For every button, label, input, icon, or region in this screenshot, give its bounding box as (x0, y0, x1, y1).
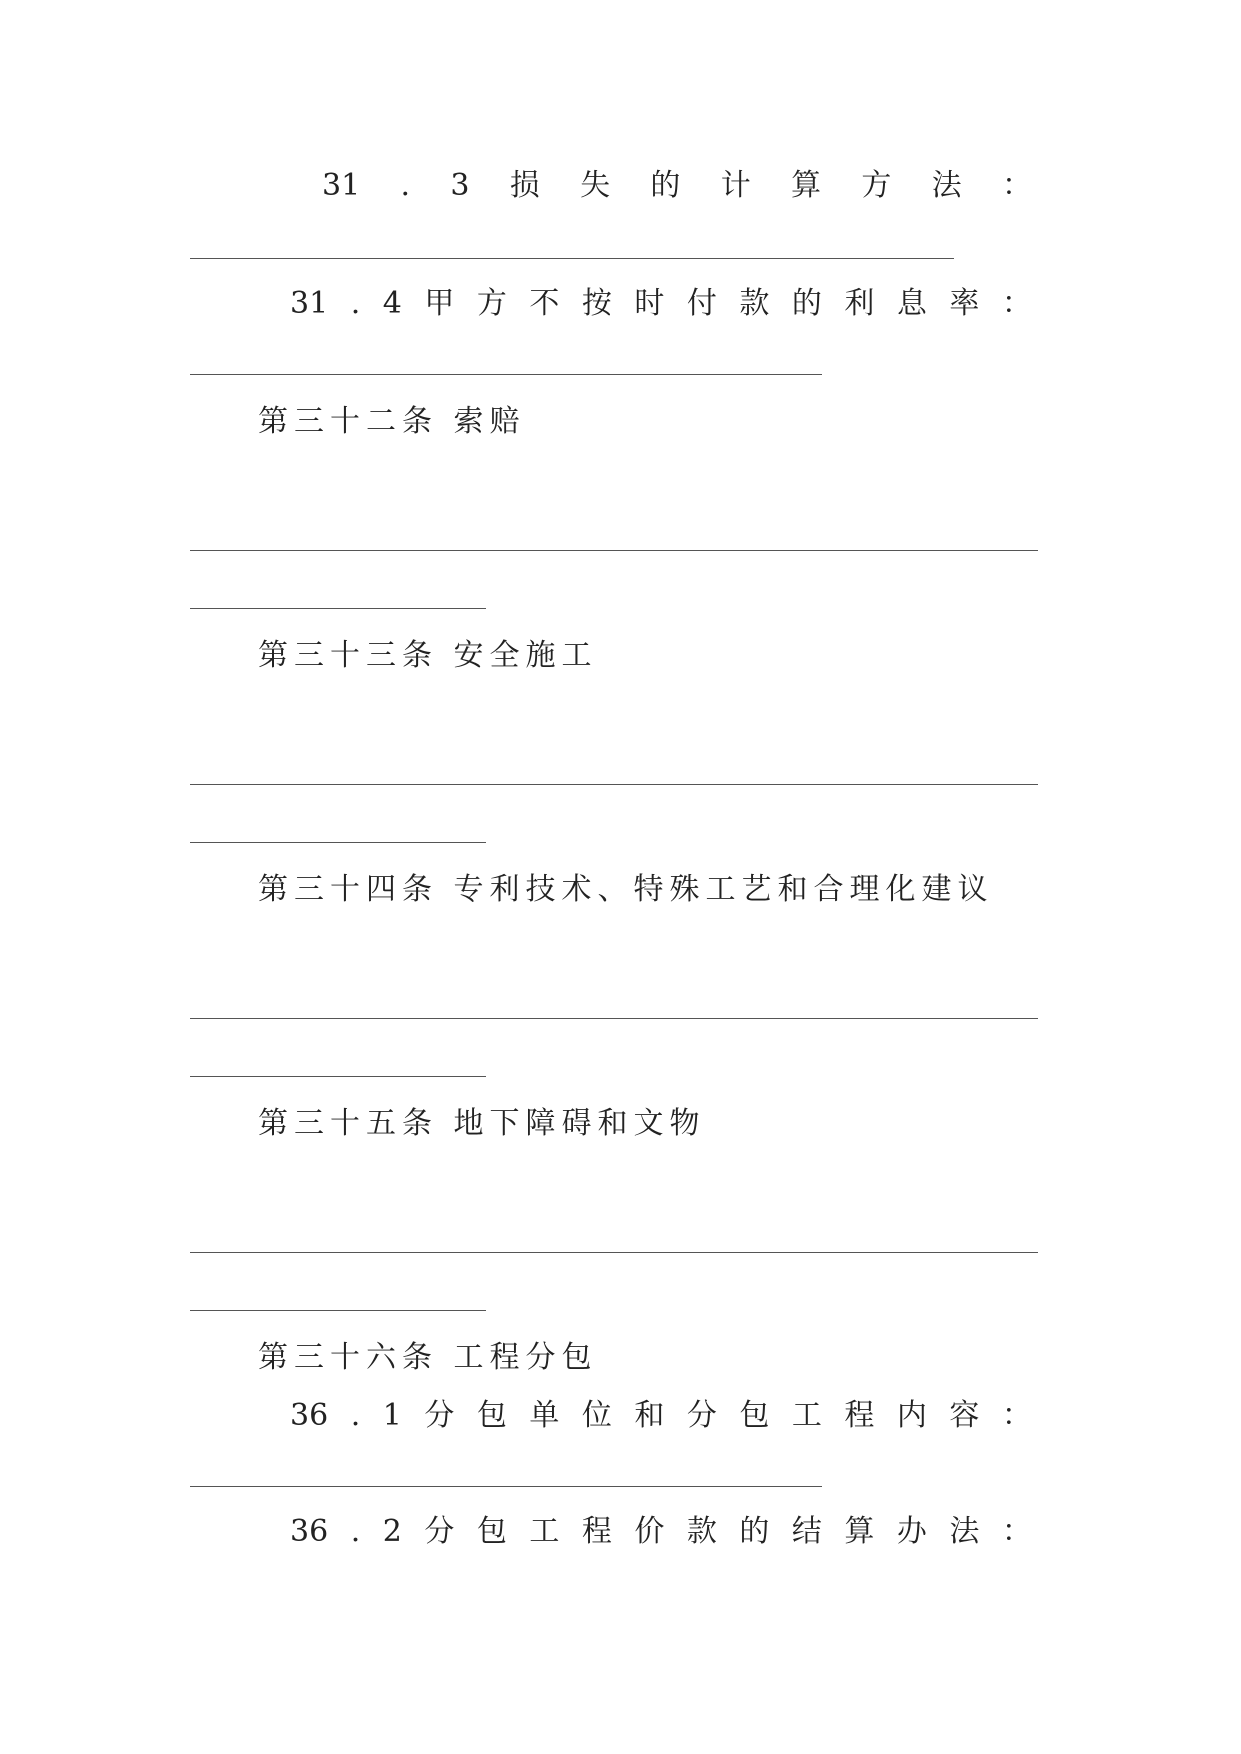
clause-char: 程 (581, 1514, 612, 1549)
fill-in-line (190, 608, 486, 609)
clause-36-1 (290, 1398, 1032, 1434)
clause-char: 款 (686, 1514, 717, 1549)
fill-in-line (190, 842, 486, 843)
clause-char: 率 (949, 286, 980, 321)
clause-36-2 (290, 1514, 1032, 1550)
clause-char: 分 (424, 1514, 455, 1549)
clause-char: 的 (791, 286, 822, 321)
clause-dot: . (400, 168, 411, 203)
article-title: 安全施工 (453, 638, 598, 673)
clause-char: 息 (896, 286, 927, 321)
clause-colon: ： (1001, 286, 1032, 321)
clause-colon: ： (1001, 1398, 1032, 1433)
clause-char: 的 (739, 1514, 770, 1549)
clause-dot: . (350, 1398, 361, 1433)
clause-char: 程 (844, 1398, 875, 1433)
article-number: 第三十三条 (258, 638, 438, 673)
article-number: 第三十五条 (258, 1106, 438, 1141)
clause-char: 算 (791, 168, 822, 203)
clause-number: 36 (290, 1514, 329, 1549)
clause-subnumber: 2 (382, 1514, 402, 1549)
clause-char: 的 (650, 168, 681, 203)
clause-char: 单 (529, 1398, 560, 1433)
clause-char: 包 (739, 1398, 770, 1433)
clause-31-3 (322, 168, 1032, 204)
clause-dot: . (350, 1514, 361, 1549)
clause-subnumber: 3 (450, 168, 470, 203)
clause-char: 容 (949, 1398, 980, 1433)
clause-char: 结 (791, 1514, 822, 1549)
fill-in-line (190, 1076, 486, 1077)
clause-char: 包 (476, 1398, 507, 1433)
clause-colon: ： (1001, 168, 1032, 203)
clause-char: 计 (720, 168, 751, 203)
clause-char: 付 (686, 286, 717, 321)
clause-char: 法 (949, 1514, 980, 1549)
clause-char: 和 (634, 1398, 665, 1433)
clause-subnumber: 1 (382, 1398, 402, 1433)
article-32-heading (258, 404, 526, 440)
clause-char: 工 (791, 1398, 822, 1433)
clause-char: 损 (509, 168, 540, 203)
clause-subnumber: 4 (382, 286, 402, 321)
article-33-heading (258, 638, 598, 674)
clause-char: 按 (581, 286, 612, 321)
clause-char: 内 (896, 1398, 927, 1433)
fill-in-line (190, 1252, 1038, 1253)
clause-char: 失 (580, 168, 611, 203)
clause-char: 分 (424, 1398, 455, 1433)
clause-char: 时 (634, 286, 665, 321)
article-number: 第三十四条 (258, 872, 438, 907)
article-number: 第三十二条 (258, 404, 438, 439)
fill-in-line (190, 1018, 1038, 1019)
fill-in-line (190, 1486, 822, 1487)
fill-in-line (190, 374, 822, 375)
clause-char: 位 (581, 1398, 612, 1433)
fill-in-line (190, 258, 954, 259)
clause-char: 方 (861, 168, 892, 203)
article-title: 工程分包 (453, 1340, 598, 1375)
clause-number: 31 (290, 286, 329, 321)
fill-in-line (190, 1310, 486, 1311)
clause-char: 方 (476, 286, 507, 321)
clause-number: 36 (290, 1398, 329, 1433)
clause-char: 利 (844, 286, 875, 321)
article-35-heading (258, 1106, 706, 1142)
clause-number: 31 (322, 168, 361, 203)
clause-char: 法 (931, 168, 962, 203)
article-36-heading (258, 1340, 598, 1376)
fill-in-line (190, 550, 1038, 551)
article-34-heading (258, 872, 994, 908)
clause-char: 分 (686, 1398, 717, 1433)
clause-colon: ： (1001, 1514, 1032, 1549)
fill-in-line (190, 784, 1038, 785)
clause-dot: . (350, 286, 361, 321)
article-title: 地下障碍和文物 (453, 1106, 706, 1141)
clause-char: 不 (529, 286, 560, 321)
article-title: 索赔 (453, 404, 526, 439)
clause-char: 工 (529, 1514, 560, 1549)
clause-char: 包 (476, 1514, 507, 1549)
clause-31-4 (290, 286, 1032, 322)
clause-char: 价 (634, 1514, 665, 1549)
clause-char: 款 (739, 286, 770, 321)
clause-char: 算 (844, 1514, 875, 1549)
clause-char: 办 (896, 1514, 927, 1549)
article-number: 第三十六条 (258, 1340, 438, 1375)
article-title: 专利技术、特殊工艺和合理化建议 (453, 872, 994, 907)
clause-char: 甲 (424, 286, 455, 321)
